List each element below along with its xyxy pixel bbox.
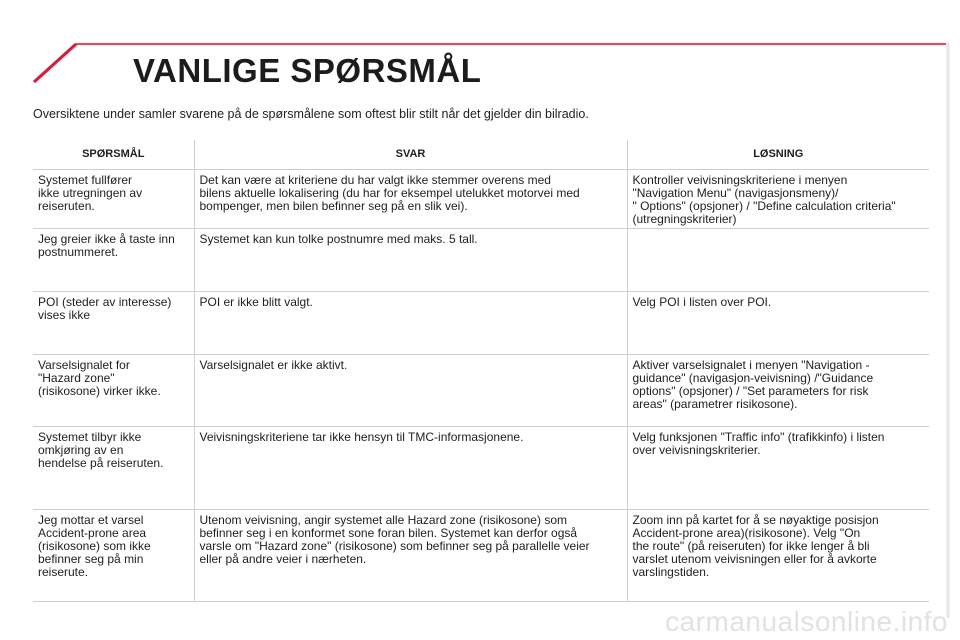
page-title: VANLIGE SPØRSMÅL [133,52,482,89]
answer-cell: Varselsignalet er ikke aktivt. [194,355,627,427]
solution-cell: Kontroller veivisningskriteriene i menyen "Navigation Menu" (navigasjonsmeny)/ " Options" (opsjoner) / "Define calculation criteria" (utregningskriterier) [627,170,929,229]
solution-cell: Aktiver varselsignalet i menyen "Navigation - guidance" (navigasjon-veivisning) /"Guidance options" (opsjoner) / "Set parameters for risk areas" (parametrer risikosone). [627,355,929,427]
header-question: SPØRSMÅL [33,140,194,170]
answer-cell: Utenom veivisning, angir systemet alle Hazard zone (risikosone) som befinner seg i en konformet sone foran bilen. Systemet kan derfor også varsle om "Hazard zone" (risikosone) som befinner seg på parallelle veier eller på andre veier i nærheten. [194,510,627,602]
answer-cell: Veivisningskriteriene tar ikke hensyn til TMC-informasjonene. [194,427,627,510]
answer-cell: POI er ikke blitt valgt. [194,292,627,355]
table-row [33,427,929,510]
table-header-row [33,140,929,170]
table-row [33,229,929,292]
watermark: carmanualsonline.info [665,606,948,637]
question-cell: Systemet tilbyr ikke omkjøring av en hendelse på reiseruten. [33,427,194,510]
solution-cell: Velg funksjonen "Traffic info" (trafikkinfo) i listen over veivisningskriterier. [627,427,929,510]
question-cell: Jeg greier ikke å taste inn postnummeret. [33,229,194,292]
intro-text: Oversiktene under samler svarene på de spørsmålene som oftest blir stilt når det gjelder din bilradio. [33,107,589,121]
answer-cell: Det kan være at kriteriene du har valgt ikke stemmer overens med bilens aktuelle lokalisering (du har for eksempel utelukket motorvei med bompenger, men bilen befinner seg på en slik vei). [194,170,627,229]
question-cell: Systemet fullfører ikke utregningen av reiseruten. [33,170,194,229]
table-row [33,292,929,355]
table-row [33,510,929,602]
header-solution: LØSNING [627,140,929,170]
table-row [33,170,929,229]
question-cell: Jeg mottar et varsel Accident-prone area (risikosone) som ikke befinner seg på min reiserute. [33,510,194,602]
header-answer: SVAR [194,140,627,170]
solution-cell [627,229,929,292]
solution-cell: Zoom inn på kartet for å se nøyaktige posisjon Accident-prone area)(risikosone). Velg "On the route" (på reiseruten) for ikke lenger å bli varslet utenom veivisningen eller for å avkorte varslingstiden. [627,510,929,602]
question-cell: Varselsignalet for "Hazard zone" (risikosone) virker ikke. [33,355,194,427]
faq-table [33,140,929,602]
table-row [33,355,929,427]
answer-cell: Systemet kan kun tolke postnumre med maks. 5 tall. [194,229,627,292]
question-cell: POI (steder av interesse) vises ikke [33,292,194,355]
solution-cell: Velg POI i listen over POI. [627,292,929,355]
